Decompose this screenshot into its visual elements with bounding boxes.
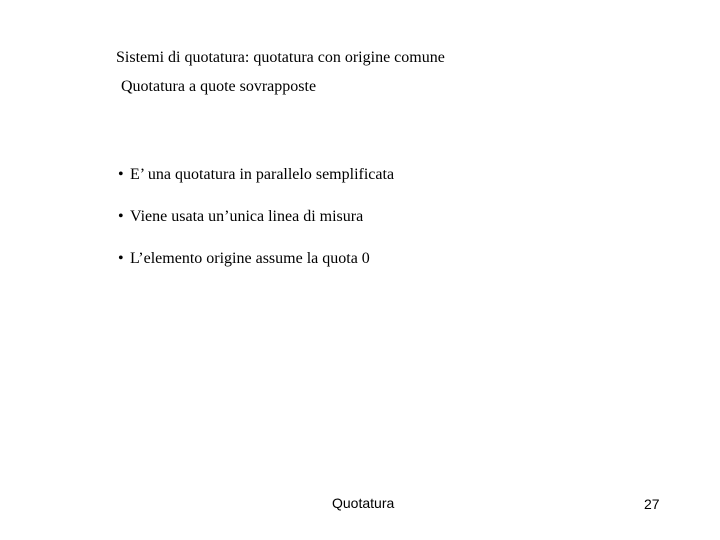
bullet-item <box>118 249 394 269</box>
slide-subtitle: Quotatura a quote sovrapposte <box>121 78 317 95</box>
bullet-marker: • <box>118 250 124 267</box>
page-number: 27 <box>644 496 660 512</box>
bullet-item <box>118 165 394 185</box>
bullet-item <box>118 207 394 227</box>
footer-title: Quotatura <box>332 495 395 511</box>
bullet-marker: • <box>118 166 124 183</box>
slide-title: Sistemi di quotatura: quotatura con origine comune <box>116 49 445 66</box>
bullet-text: L’elemento origine assume la quota 0 <box>130 250 370 267</box>
bullet-list <box>118 165 394 291</box>
bullet-text: Viene usata un’unica linea di misura <box>130 208 364 225</box>
bullet-text: E’ una quotatura in parallelo semplificata <box>130 166 395 183</box>
bullet-marker: • <box>118 208 124 225</box>
